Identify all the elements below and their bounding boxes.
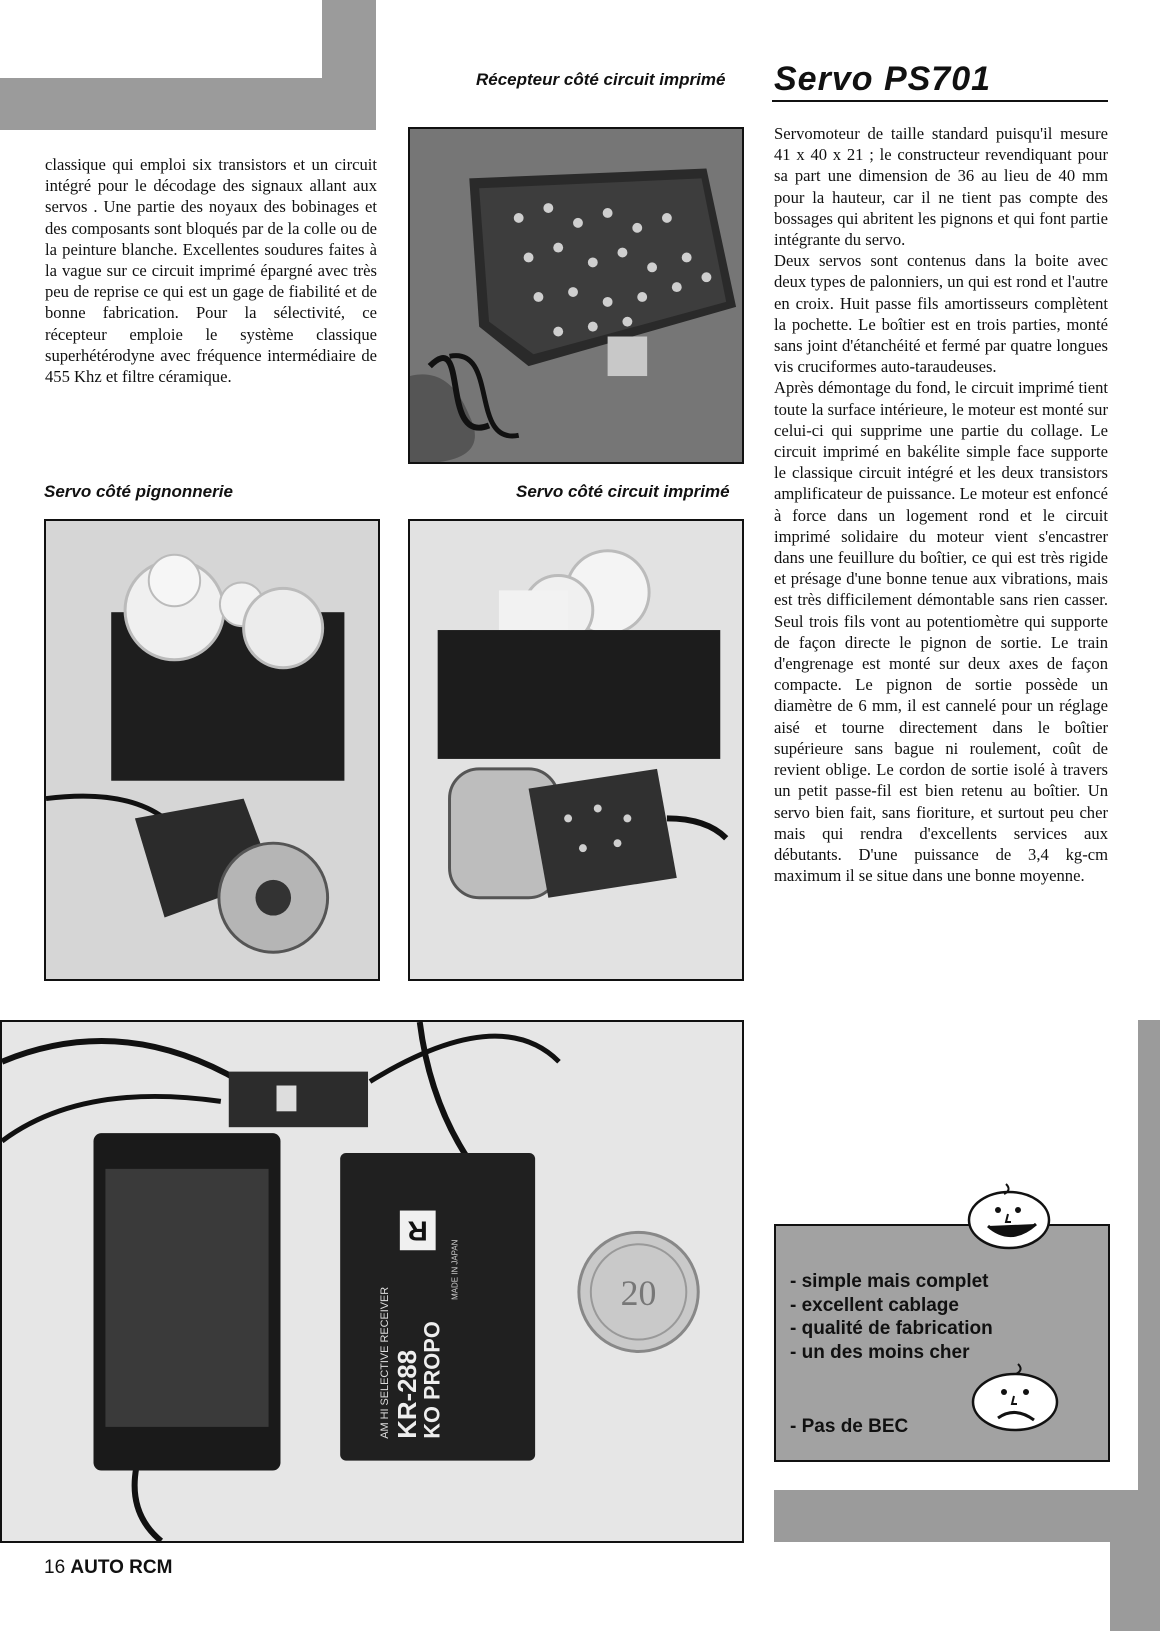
verdict-positive-item: - simple mais complet [790,1271,989,1292]
title-rule [772,100,1108,102]
right-column-text [774,123,1108,886]
receiver-made-in: MADE IN JAPAN [450,1239,460,1300]
receiver-brand: KO PROPO [419,1321,445,1439]
photo-servo-circuit-side [408,519,744,981]
bottom-right-band [774,1490,1160,1542]
paragraph-1: Servomoteur de taille standard puisqu'il mesure 41 x 40 x 21 ; le constructeur revendiquant pour sa part une dimension de 36 au lieu de 40 mm pour la hauteur, car il ne tient pas compte des bossages qui abritent les pignons et qui font partie intégrante du servo. [774,124,1108,250]
paragraph-3: Après démontage du fond, le circuit imprimé tient toute la surface intérieure, le moteur est monté sur celui-ci qui supprime une partie du collage. Le circuit imprimé en bakélite simple face supporte le classique circuit intégré et les deux transistors amplificateur de puissance. Le moteur est enfoncé à force dans un logement rond et le circuit imprimé solidaire du moteur vient s'encastrer dans une feuillure du boîtier, ce qui est très rigide et présage d'une bonne tenue aux vibrations, mais est très difficilement démontable sans rien casser. Seul trois fils vont au potentiomètre qui supporte de façon directe le pignon de sortie. Le train d'engrenage est monté sur deux axes de façon compacte. Le pignon de sortie possède un diamètre de 6 mm, il est cannelé pour un réglage aisé et tourne directement dans le boîtier supérieure sans bague ni roulement, coût de revient oblige. Le cordon de sortie isolé à travers un petit passe-fil est bien retenu au boîtier. Un servo bien fait, sans fioriture, et surtout peu cher mais qui rendra d'excellents services aux débutants. D'une puissance de 3,4 kg-cm maximum il se situe dans une bonne moyenne. [774,378,1108,886]
svg-text:20: 20 [620,1272,657,1313]
receiver-sub: AM HI SELECTIVE RECEIVER [378,1286,391,1439]
right-edge-band [1138,1020,1160,1490]
verdict-positive-item: - excellent cablage [790,1294,959,1316]
happy-face-icon [966,1182,1052,1250]
verdict-positive-item: - un des moins cher [790,1341,970,1363]
sad-face-icon [970,1362,1060,1432]
caption-servo-pignonnerie: Servo côté pignonnerie [44,482,233,501]
page-footer [44,1557,172,1579]
photo-receiver-battery-set [0,1020,744,1543]
photo-receiver-circuit-board [408,127,744,464]
receiver-model: KR-288 [393,1349,422,1439]
verdict-positive-item: - qualité de fabrication [790,1318,993,1339]
caption-servo-circuit: Servo côté circuit imprimé [516,482,730,501]
bottom-right-band-vertical [1110,1490,1160,1631]
top-band-vertical [322,0,376,130]
section-title: Servo PS701 [774,60,992,98]
receiver-letter: R [407,1215,428,1247]
paragraph-2: Deux servos sont contenus dans la boite avec deux types de palonniers, un qui est rond et l'autre en croix. Huit passe fils amortisseurs complètent la pochette. Le boîtier est en trois parties, monté sans joint d'étanchéité et fermé par quatre longues vis cruciformes auto-taraudeuses. [774,251,1108,377]
page-number: 16 [44,1557,66,1578]
caption-recepteur: Récepteur côté circuit imprimé [476,70,726,89]
left-column-text: classique qui emploi six transistors et un circuit intégré pour le décodage des signaux allant aux servos . Une partie des noyaux des bobinages et des composants sont bloqués par de la colle ou de la peinture blanche. Excellentes soudures faites à la vague sur ce circuit imprimé épargné avec très peu de reprise ce qui est un gage de fiabilité et de bonne fabrication. Pour la sélectivité, ce récepteur emploie le système classique superhétérodyne avec fréquence intermédiaire de 455 Khz et filtre céramique. [45,155,377,387]
verdict-negative-item: - Pas de BEC [790,1416,909,1437]
magazine-name: AUTO RCM [70,1557,173,1578]
top-left-band [0,78,376,130]
verdict-positives [790,1270,993,1364]
photo-servo-gears [44,519,380,981]
